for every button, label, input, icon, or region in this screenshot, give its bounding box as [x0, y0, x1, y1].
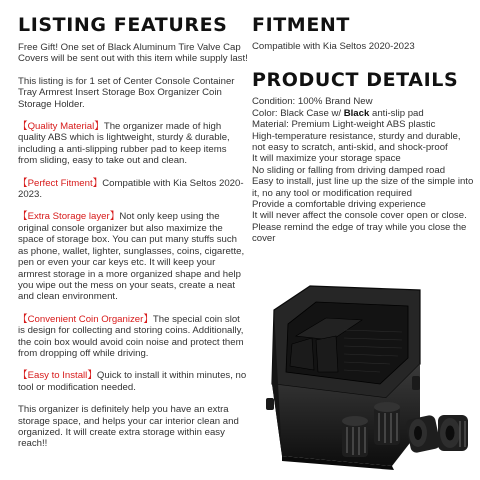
- listing-features-body: [18, 42, 248, 450]
- valve-cap-icon: [342, 416, 368, 457]
- valve-cap-icon: [438, 415, 468, 451]
- feature-tag: 【Quality Material】: [18, 121, 104, 133]
- detail-line: High-temperature resistance, sturdy and durable, not easy to scratch, anti-skid, and shock-proof: [252, 130, 461, 154]
- feature-easy-install: [18, 370, 248, 393]
- detail-line: It will maximize your storage space: [252, 153, 401, 165]
- feature-extra-storage: [18, 211, 248, 302]
- listing-features-heading: LISTING FEATURES: [18, 14, 228, 36]
- product-details-heading: PRODUCT DETAILS: [252, 69, 459, 92]
- fitment-heading: FITMENT: [252, 14, 350, 36]
- valve-cap-icon: [405, 414, 441, 453]
- detail-condition: Condition: 100% Brand New: [252, 96, 373, 108]
- detail-color: Color: Black Case w/ Black anti-slip pad: [252, 107, 424, 119]
- feature-coin-organizer: [18, 314, 248, 360]
- fitment-text: Compatible with Kia Seltos 2020-2023: [252, 41, 415, 52]
- closing-paragraph: This organizer is definitely help you have an extra storage space, and helps your car interior clean and organized. It will create extra storage within easy reach!!: [18, 404, 239, 450]
- feature-quality-material: [18, 121, 248, 167]
- fitment-details-column: [252, 14, 474, 245]
- valve-caps-image: [338, 393, 472, 463]
- feature-perfect-fitment: [18, 178, 248, 201]
- feature-text: The special coin slot is design for collecting and storing coins. Additionally, the coin box would avoid coin noise and protect them from dropping off while driving.: [18, 313, 244, 359]
- free-gift-paragraph: Free Gift! One set of Black Aluminum Tire Valve Cap Covers will be sent out with this item while supply last!: [18, 42, 248, 65]
- listing-features-column: [18, 14, 248, 450]
- feature-text: Not only keep using the original console organizer but also maximize the space of storage box. You can put many stuffs such as phone, wallet, lighter, sunglasses, coins, cigarette, pen or even your car keys etc. It will keep your armrest storage in a more organized shape and help you wipe out the mess on your seats, create a neat and clean environment.: [18, 211, 245, 303]
- feature-tag: 【Extra Storage layer】: [18, 211, 120, 223]
- product-details-list: [252, 96, 474, 244]
- intro-paragraph: This listing is for 1 set of Center Console Container Tray Armrest Insert Storage Box Organizer Coin Storage Holder.: [18, 75, 235, 110]
- detail-line: It will never affect the console cover open or close. Please remind the edge of tray while you close the cover: [252, 210, 467, 245]
- feature-text: The organizer made of high quality ABS which is lightweight, sturdy & durable, including a anti-slipping rubber pad to keep items from sliding, easy to take out and clean.: [18, 121, 230, 167]
- detail-line: Material: Premium Light-weight ABS plastic: [252, 119, 436, 131]
- detail-line: Provide a comfortable driving experience: [252, 199, 426, 211]
- feature-tag: 【Perfect Fitment】: [18, 177, 103, 189]
- detail-line: No sliding or falling from driving damped road: [252, 164, 446, 176]
- feature-text: Compatible with Kia Seltos 2020-2023.: [18, 177, 244, 201]
- feature-tag: 【Convenient Coin Organizer】: [18, 313, 153, 325]
- detail-line: Easy to install, just line up the size of the simple into it, no any tool or modification required: [252, 176, 474, 199]
- valve-cap-icon: [374, 402, 400, 445]
- feature-text: Quick to install it within minutes, no tool or modification needed.: [18, 370, 247, 393]
- feature-tag: 【Easy to Install】: [18, 370, 97, 382]
